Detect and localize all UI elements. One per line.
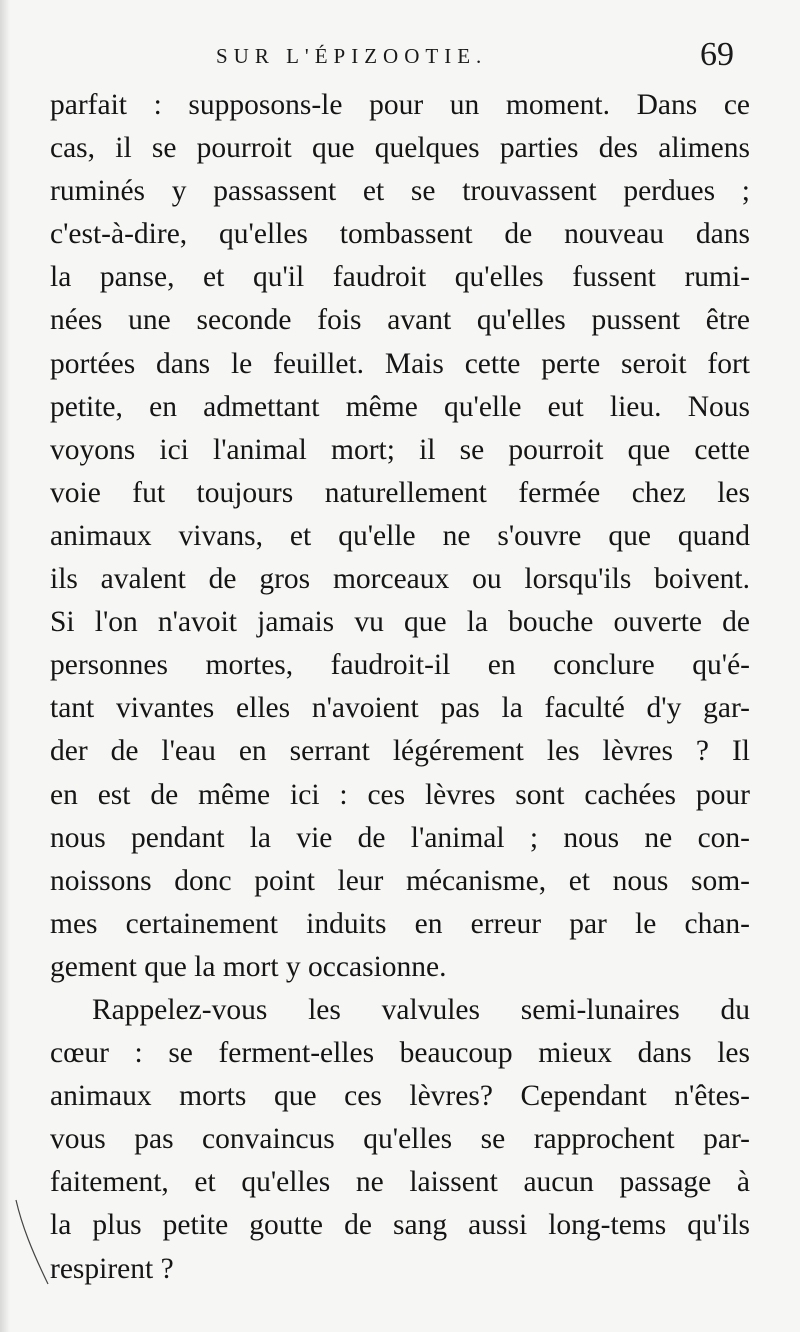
body-text	[50, 84, 750, 1291]
text-line: ils avalent de gros morceaux ou lorsqu'ils boivent.	[50, 563, 750, 596]
text-line: voyons ici l'animal mort; il se pourroit que cette	[50, 433, 750, 466]
text-line: voie fut toujours naturellement fermée chez les	[50, 476, 750, 509]
running-title: SUR L'ÉPIZOOTIE.	[216, 44, 488, 68]
text-line: petite, en admettant même qu'elle eut lieu. Nous	[50, 390, 750, 423]
paragraph-1	[50, 84, 750, 989]
text-line: mes certainement induits en erreur par le chan-	[50, 907, 750, 940]
text-line: faitement, et qu'elles ne laissent aucun passage à	[50, 1166, 750, 1199]
text-line: la plus petite goutte de sang aussi long-tems qu'ils	[50, 1209, 750, 1242]
margin-pen-mark	[14, 1196, 50, 1288]
text-line: animaux vivans, et qu'elle ne s'ouvre que quand	[50, 519, 750, 552]
text-line: tant vivantes elles n'avoient pas la faculté d'y gar-	[50, 692, 750, 725]
text-line: animaux morts que ces lèvres? Cependant n'êtes-	[50, 1080, 750, 1113]
text-line: ruminés y passassent et se trouvassent perdues ;	[50, 175, 750, 208]
text-line: nous pendant la vie de l'animal ; nous ne con-	[50, 821, 750, 854]
text-line: c'est-à-dire, qu'elles tombassent de nouveau dans	[50, 218, 750, 251]
text-line: cas, il se pourroit que quelques parties des alimens	[50, 132, 750, 165]
text-line: portées dans le feuillet. Mais cette perte seroit fort	[50, 347, 750, 380]
text-line: cœur : se ferment-elles beaucoup mieux dans les	[50, 1037, 750, 1070]
paragraph-2	[50, 989, 750, 1291]
text-line: parfait : supposons-le pour un moment. Dans ce	[50, 89, 750, 121]
page-edge-shadow	[0, 0, 10, 1332]
text-line: la panse, et qu'il faudroit qu'elles fussent rumi-	[50, 261, 750, 294]
text-line: gement que la mort y occasionne.	[50, 950, 447, 983]
text-line: noissons donc point leur mécanisme, et nous som-	[50, 864, 750, 897]
page-number: 69	[700, 36, 734, 73]
text-line: der de l'eau en serrant légérement les lèvres ? Il	[50, 735, 750, 768]
text-line: vous pas convaincus qu'elles se rapprochent par-	[50, 1123, 750, 1156]
text-line: respirent ?	[50, 1252, 174, 1285]
text-line: Si l'on n'avoit jamais vu que la bouche ouverte de	[50, 606, 750, 639]
text-line: personnes mortes, faudroit-il en conclure qu'é-	[50, 649, 750, 682]
text-line: en est de même ici : ces lèvres sont cachées pour	[50, 778, 750, 811]
text-line: nées une seconde fois avant qu'elles pussent être	[50, 304, 750, 337]
text-line: Rappelez-vous les valvules semi-lunaires du	[92, 993, 750, 1026]
